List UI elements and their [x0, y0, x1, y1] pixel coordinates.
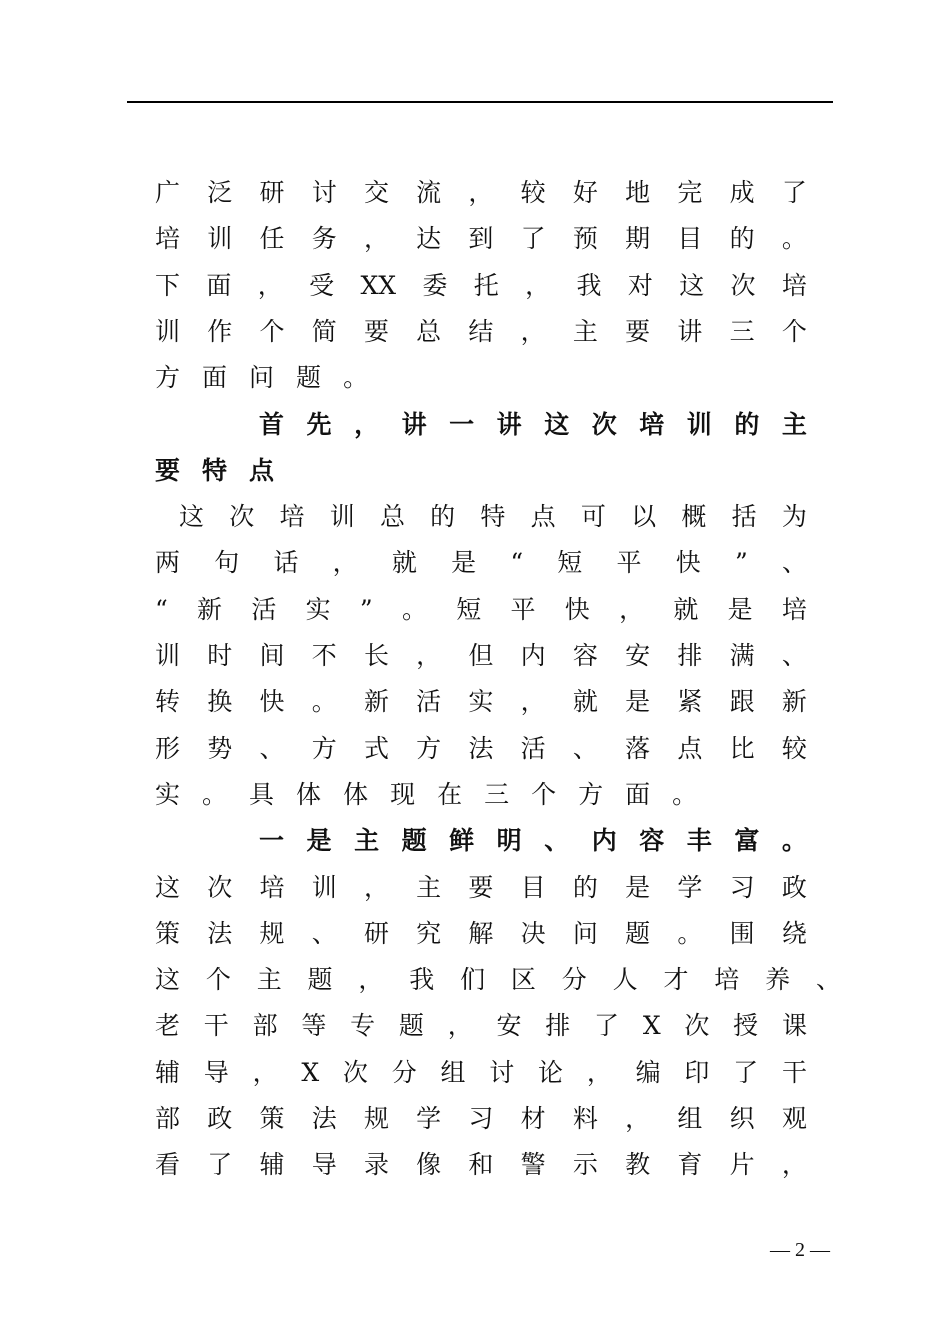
heading-line: 首 先 ， 讲 一 讲 这 次 培 训 的 主 [259, 409, 807, 439]
text-line: 看 了 辅 导 录 像 和 警 示 教 育 片 ， [155, 1150, 807, 1180]
text-line: 训 时 间 不 长 ， 但 内 容 安 排 满 、 [155, 641, 807, 670]
text-line: 训 作 个 简 要 总 结 ， 主 要 讲 三 个 [155, 316, 807, 346]
text-line: 培 训 任 务 ， 达 到 了 预 期 目 的 。 [155, 224, 807, 254]
text-line: 转 换 快 。 新 活 实 ， 就 是 紧 跟 新 [155, 687, 807, 717]
text-line: 方 面 问 题 。 [155, 363, 369, 393]
text-line: 部 政 策 法 规 学 习 材 料 ， 组 织 观 [155, 1104, 807, 1133]
text-line: 两 句 话 ， 就 是 “ 短 平 快 ” 、 [155, 548, 807, 578]
text-line: 这 个 主 题 ， 我 们 区 分 人 才 培 养 、 [155, 965, 841, 995]
text-line: 下 面 ， 受 XX 委 托 ， 我 对 这 次 培 [155, 270, 807, 300]
text-line: 这 次 培 训 总 的 特 点 可 以 概 括 为 [179, 502, 807, 532]
text-line: “ 新 活 实 ” 。 短 平 快 ， 就 是 培 [155, 594, 807, 624]
text-line: 形 势 、 方 式 方 法 活 、 落 点 比 较 [155, 733, 807, 763]
text-line: 这 次 培 训 ， 主 要 目 的 是 学 习 政 [155, 872, 807, 902]
text-line: 辅 导 ， X 次 分 组 讨 论 ， 编 印 了 干 [155, 1057, 807, 1087]
page-number: — 2 — [770, 1239, 830, 1261]
text-line: 广 泛 研 讨 交 流 ， 较 好 地 完 成 了 [155, 178, 807, 207]
heading-line: 一 是 主 题 鲜 明 、 内 容 丰 富 。 [259, 826, 807, 856]
text-line: 实 。 具 体 体 现 在 三 个 方 面 。 [155, 779, 698, 809]
header-rule [127, 101, 833, 103]
heading-line: 要 特 点 [155, 455, 275, 485]
text-line: 老 干 部 等 专 题 ， 安 排 了 X 次 授 课 [155, 1011, 807, 1041]
text-line: 策 法 规 、 研 究 解 决 问 题 。 围 绕 [155, 918, 807, 948]
